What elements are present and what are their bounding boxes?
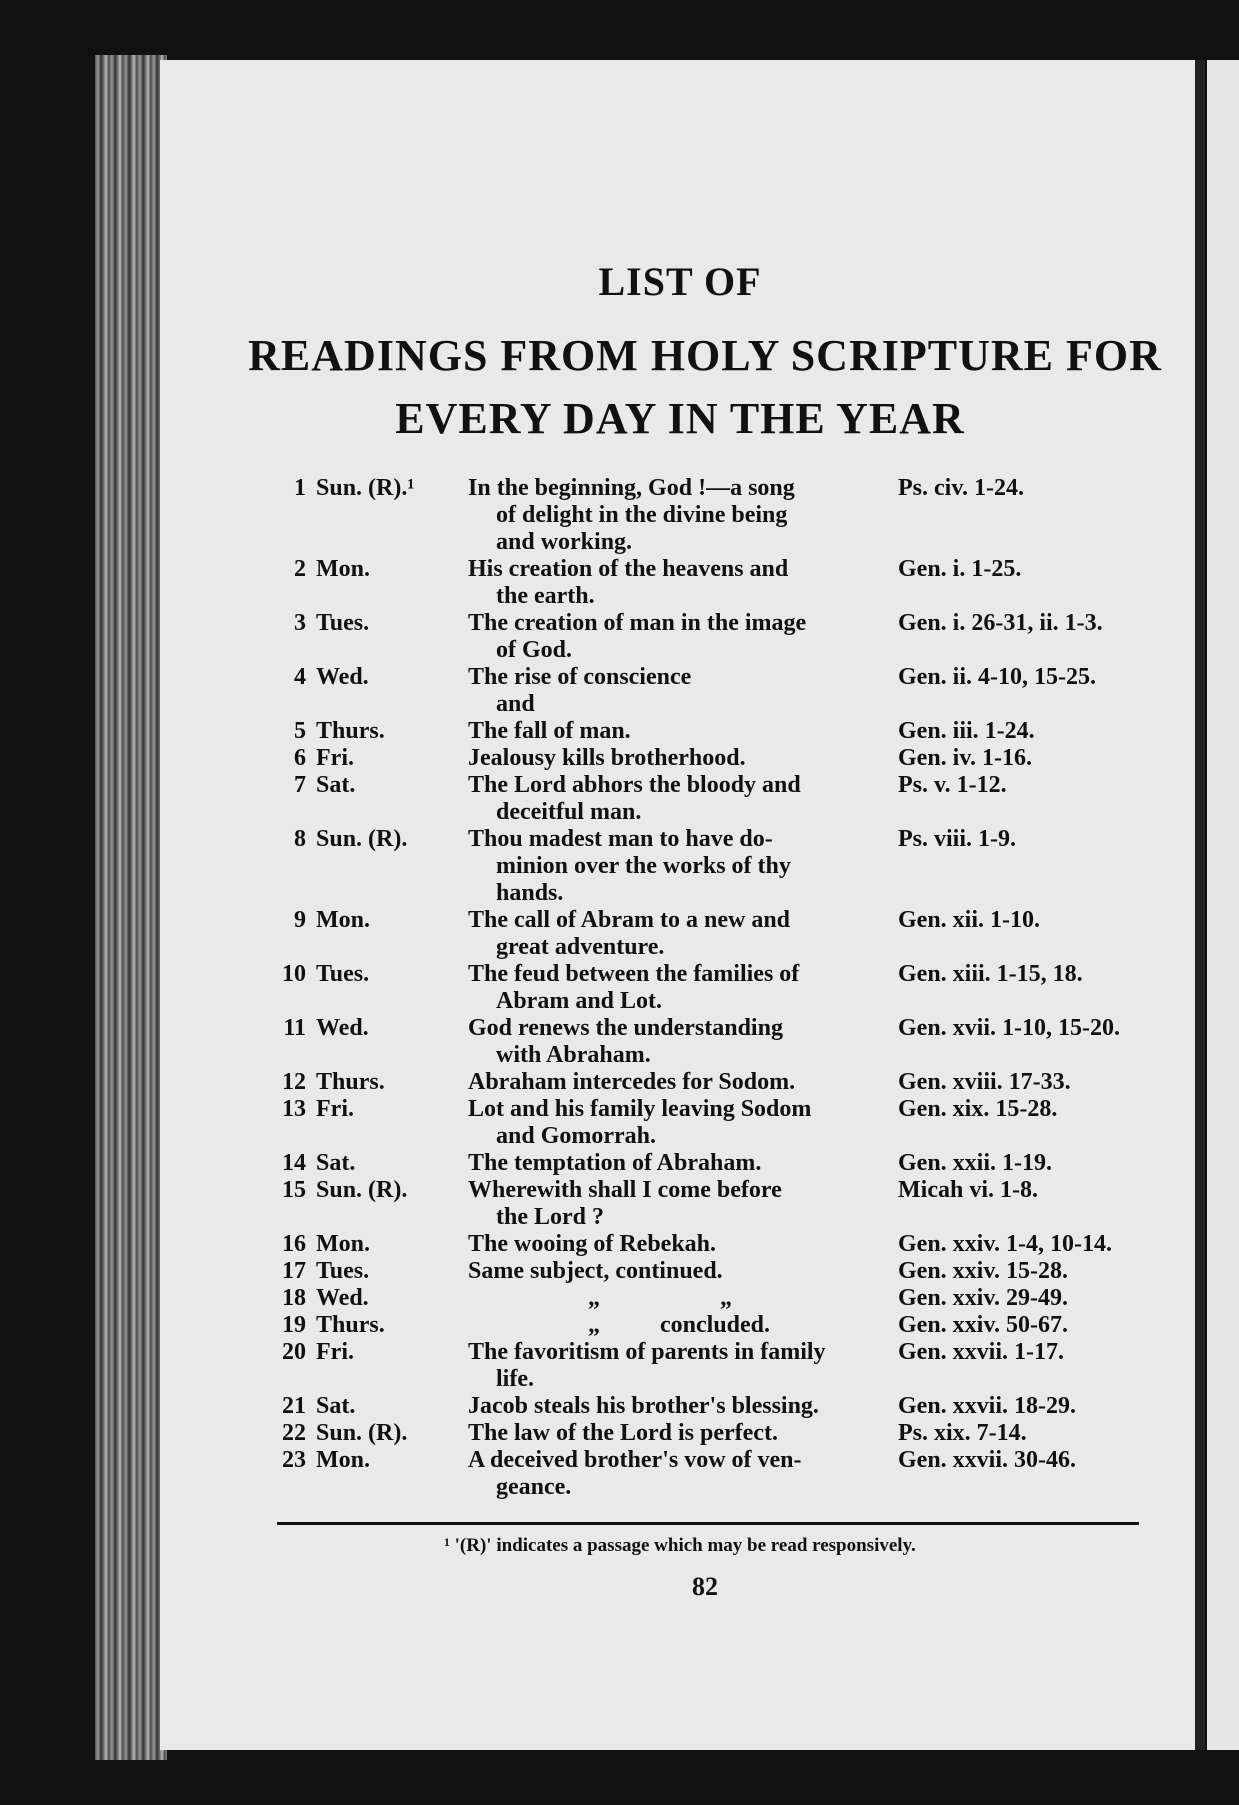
day-name: Wed. [316, 1285, 369, 1311]
reading-row [270, 1069, 1170, 1096]
description-line: geance. [496, 1474, 572, 1500]
scripture-reference: Ps. xix. 7-14. [898, 1420, 1027, 1446]
day-name: Wed. [316, 664, 369, 690]
reading-row [270, 475, 1170, 556]
reading-day [270, 1339, 468, 1393]
reading-description [468, 1339, 868, 1393]
day-number: 2 [294, 556, 306, 582]
day-number: 18 [282, 1285, 306, 1311]
reading-description [468, 961, 868, 1015]
day-number: 17 [282, 1258, 306, 1284]
description-line: The law of the Lord is perfect. [468, 1420, 778, 1446]
scripture-reference: Gen. xxiv. 50-67. [898, 1312, 1069, 1338]
description-line: the earth. [496, 583, 595, 609]
reading-day [270, 1015, 468, 1069]
reading-row [270, 961, 1170, 1015]
description-line: „ „ [468, 1285, 732, 1311]
reading-row [270, 1339, 1170, 1393]
scripture-reference: Gen. xii. 1-10. [898, 907, 1040, 933]
scripture-reference: Gen. ii. 4-10, 15-25. [898, 664, 1096, 690]
scripture-reference: Gen. xxvii. 18-29. [898, 1393, 1076, 1419]
day-number: 4 [294, 664, 306, 690]
description-line: hands. [496, 880, 564, 906]
scripture-reference: Gen. iii. 1-24. [898, 718, 1035, 744]
footnote: ¹ '(R)' indicates a passage which may be read responsively. [444, 1535, 916, 1556]
scripture-reference: Gen. xxvii. 30-46. [898, 1447, 1076, 1473]
description-line: of God. [496, 637, 573, 663]
page-gutter [1195, 60, 1205, 1750]
reading-description [468, 745, 868, 772]
day-number: 10 [282, 961, 306, 987]
day-name: Tues. [316, 610, 370, 636]
day-number: 20 [282, 1339, 306, 1365]
description-line: and Gomorrah. [496, 1123, 657, 1149]
day-name: Sat. [316, 1150, 356, 1176]
description-line: The favoritism of parents in family [468, 1339, 826, 1365]
description-line: Abraham intercedes for Sodom. [468, 1069, 796, 1095]
reading-day [270, 826, 468, 907]
reading-row [270, 1393, 1170, 1420]
reading-row [270, 907, 1170, 961]
reading-row [270, 1285, 1170, 1312]
scripture-reference: Ps. viii. 1-9. [898, 826, 1016, 852]
page-number: 82 [692, 1572, 718, 1601]
day-number: 16 [282, 1231, 306, 1257]
description-line: The temptation of Abraham. [468, 1150, 762, 1176]
reading-row [270, 826, 1170, 907]
reading-day [270, 772, 468, 826]
description-line: and [496, 691, 535, 717]
day-name: Fri. [316, 745, 354, 771]
scripture-reference: Gen. xviii. 17-33. [898, 1069, 1071, 1095]
day-name: Fri. [316, 1339, 354, 1365]
reading-description [468, 1096, 868, 1150]
reading-day [270, 610, 468, 664]
reading-description [468, 475, 868, 556]
scripture-reference: Gen. i. 26-31, ii. 1-3. [898, 610, 1103, 636]
day-number: 21 [282, 1393, 306, 1419]
scripture-reference: Gen. xxiv. 1-4, 10-14. [898, 1231, 1112, 1257]
reading-description [468, 718, 868, 745]
day-name: Sun. (R). [316, 1177, 408, 1203]
reading-row [270, 772, 1170, 826]
day-name: Thurs. [316, 1312, 385, 1338]
reading-description [468, 556, 868, 610]
reading-row [270, 610, 1170, 664]
reading-row [270, 556, 1170, 610]
reading-description [468, 1258, 868, 1285]
description-line: Same subject, continued. [468, 1258, 723, 1284]
reading-day [270, 475, 468, 556]
day-name: Sun. (R). [316, 826, 408, 852]
reading-description [468, 1393, 868, 1420]
description-line: God renews the understanding [468, 1015, 783, 1041]
description-line: Jealousy kills brotherhood. [468, 745, 746, 771]
day-name: Thurs. [316, 718, 385, 744]
scripture-reference: Ps. civ. 1-24. [898, 475, 1024, 501]
reading-description [468, 907, 868, 961]
reading-row [270, 1231, 1170, 1258]
reading-day [270, 1285, 468, 1312]
reading-day [270, 1312, 468, 1339]
scripture-reference: Gen. xix. 15-28. [898, 1096, 1058, 1122]
reading-description [468, 1177, 868, 1231]
description-line: with Abraham. [496, 1042, 651, 1068]
day-name: Mon. [316, 556, 370, 582]
title-line-3: EVERY DAY IN THE YEAR [395, 394, 965, 443]
reading-day [270, 664, 468, 718]
scripture-reference: Micah vi. 1-8. [898, 1177, 1038, 1203]
scripture-reference: Ps. v. 1-12. [898, 772, 1007, 798]
day-number: 23 [282, 1447, 306, 1473]
day-number: 9 [294, 907, 306, 933]
reading-row [270, 1177, 1170, 1231]
reading-day [270, 907, 468, 961]
description-line: The Lord abhors the bloody and [468, 772, 801, 798]
day-name: Mon. [316, 907, 370, 933]
day-number: 7 [294, 772, 306, 798]
reading-day [270, 1177, 468, 1231]
description-line: deceitful man. [496, 799, 642, 825]
description-line: great adventure. [496, 934, 665, 960]
day-number: 22 [282, 1420, 306, 1446]
reading-description [468, 1312, 868, 1339]
description-line: The rise of conscience [468, 664, 692, 690]
description-line: Lot and his family leaving Sodom [468, 1096, 812, 1122]
reading-day [270, 745, 468, 772]
reading-day [270, 1150, 468, 1177]
facing-page-edge [1207, 60, 1239, 1750]
day-number: 3 [294, 610, 306, 636]
description-line: Jacob steals his brother's blessing. [468, 1393, 819, 1419]
reading-description [468, 1447, 868, 1501]
reading-description [468, 1420, 868, 1447]
footnote-rule [277, 1522, 1139, 1525]
reading-row [270, 1420, 1170, 1447]
description-line: and working. [496, 529, 633, 555]
scripture-reference: Gen. xvii. 1-10, 15-20. [898, 1015, 1120, 1041]
day-name: Wed. [316, 1015, 369, 1041]
scripture-reference: Gen. xiii. 1-15, 18. [898, 961, 1083, 987]
description-line: Thou madest man to have do- [468, 826, 773, 852]
reading-row [270, 1447, 1170, 1501]
day-name: Fri. [316, 1096, 354, 1122]
reading-description [468, 1150, 868, 1177]
day-name: Mon. [316, 1231, 370, 1257]
reading-day [270, 718, 468, 745]
reading-description [468, 772, 868, 826]
scripture-reference: Gen. xxvii. 1-17. [898, 1339, 1064, 1365]
book-spine-edge [95, 55, 167, 1760]
reading-row [270, 1096, 1170, 1150]
reading-description [468, 1069, 868, 1096]
day-name: Sat. [316, 1393, 356, 1419]
reading-day [270, 1447, 468, 1501]
reading-description [468, 1285, 868, 1312]
description-line: In the beginning, God !—a song [468, 475, 795, 501]
day-name: Sun. (R).¹ [316, 475, 415, 501]
scripture-reference: Gen. i. 1-25. [898, 556, 1022, 582]
day-number: 14 [282, 1150, 306, 1176]
reading-description [468, 1015, 868, 1069]
day-name: Tues. [316, 1258, 370, 1284]
day-name: Sun. (R). [316, 1420, 408, 1446]
day-number: 13 [282, 1096, 306, 1122]
description-line: Wherewith shall I come before [468, 1177, 782, 1203]
reading-description [468, 826, 868, 907]
reading-day [270, 1420, 468, 1447]
reading-day [270, 1069, 468, 1096]
readings-list [270, 475, 1170, 1501]
scripture-reference: Gen. xxiv. 29-49. [898, 1285, 1069, 1311]
description-line: The wooing of Rebekah. [468, 1231, 717, 1257]
reading-description [468, 1231, 868, 1258]
scripture-reference: Gen. iv. 1-16. [898, 745, 1033, 771]
description-line: „ concluded. [468, 1312, 771, 1338]
scripture-reference: Gen. xxii. 1-19. [898, 1150, 1052, 1176]
description-line: The fall of man. [468, 718, 631, 744]
description-line: The feud between the families of [468, 961, 800, 987]
reading-day [270, 1096, 468, 1150]
day-number: 11 [283, 1015, 306, 1041]
description-line: minion over the works of thy [496, 853, 791, 879]
day-number: 6 [294, 745, 306, 771]
reading-day [270, 1258, 468, 1285]
description-line: A deceived brother's vow of ven- [468, 1447, 802, 1473]
description-line: the Lord ? [496, 1204, 604, 1230]
day-name: Thurs. [316, 1069, 385, 1095]
title-line-2: READINGS FROM HOLY SCRIPTURE FOR [248, 331, 1162, 380]
description-line: Abram and Lot. [496, 988, 663, 1014]
reading-day [270, 961, 468, 1015]
day-number: 8 [294, 826, 306, 852]
day-number: 5 [294, 718, 306, 744]
description-line: The creation of man in the image [468, 610, 807, 636]
reading-row [270, 1015, 1170, 1069]
reading-row [270, 1150, 1170, 1177]
title-line-1: LIST OF [598, 259, 762, 304]
day-name: Tues. [316, 961, 370, 987]
day-number: 1 [294, 475, 306, 501]
reading-day [270, 1231, 468, 1258]
day-number: 19 [282, 1312, 306, 1338]
day-number: 12 [282, 1069, 306, 1095]
reading-row [270, 1312, 1170, 1339]
description-line: life. [496, 1366, 534, 1392]
description-line: His creation of the heavens and [468, 556, 789, 582]
reading-description [468, 610, 868, 664]
day-name: Mon. [316, 1447, 370, 1473]
reading-row [270, 745, 1170, 772]
scripture-reference: Gen. xxiv. 15-28. [898, 1258, 1069, 1284]
reading-day [270, 556, 468, 610]
reading-description [468, 664, 868, 718]
day-number: 15 [282, 1177, 306, 1203]
description-line: of delight in the divine being [496, 502, 788, 528]
reading-row [270, 664, 1170, 718]
reading-row [270, 718, 1170, 745]
reading-day [270, 1393, 468, 1420]
day-name: Sat. [316, 772, 356, 798]
description-line: The call of Abram to a new and [468, 907, 791, 933]
reading-row [270, 1258, 1170, 1285]
